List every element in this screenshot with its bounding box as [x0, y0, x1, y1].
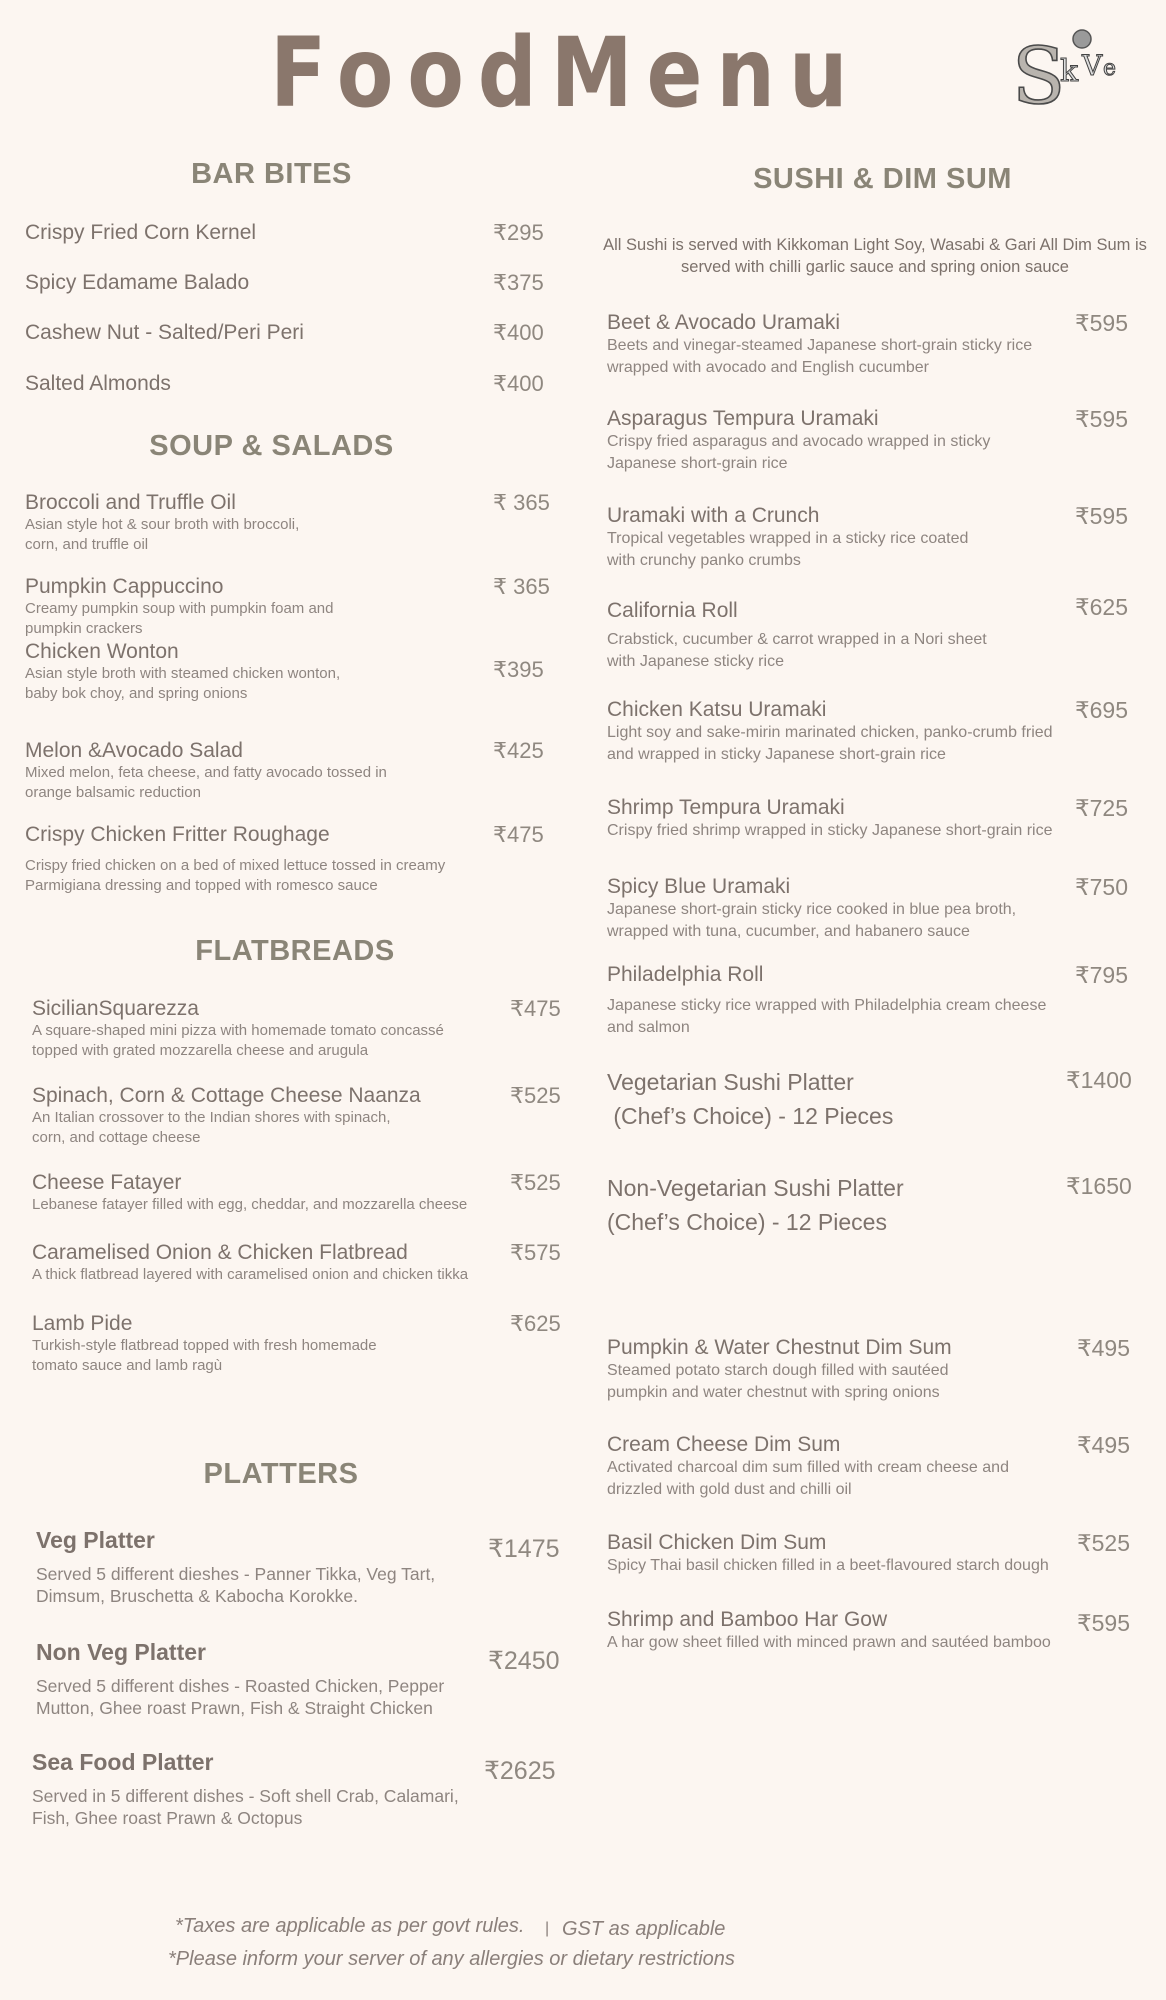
svg-text:S: S	[1012, 32, 1066, 115]
item-description: Crispy fried shrimp wrapped in sticky Japanese short-grain rice	[607, 822, 1053, 839]
item-name-line2: (Chef’s Choice) - 12 Pieces	[607, 1209, 887, 1235]
menu-item	[607, 310, 1137, 379]
item-description: Light soy and sake-mirin marinated chicken, panko-crumb fried and wrapped in sticky Japanese short-grain rice	[607, 724, 1053, 763]
item-description: Served 5 different dishes - Roasted Chicken, Pepper Mutton, Ghee roast Prawn, Fish & Straight Chicken	[36, 1676, 445, 1718]
item-description: A square-shaped mini pizza with homemade tomato concassé topped with grated mozzarella cheese and arugula	[32, 1022, 444, 1059]
item-price: ₹625	[510, 1311, 561, 1336]
svg-text:V: V	[1082, 49, 1103, 82]
item-name: Pumpkin Cappuccino	[25, 575, 224, 598]
section-heading-platters: PLATTERS	[203, 1458, 359, 1490]
item-description: Tropical vegetables wrapped in a sticky rice coated with crunchy panko crumbs	[607, 530, 969, 569]
item-name: Vegetarian Sushi Platter	[607, 1069, 854, 1095]
menu-item	[607, 1065, 1152, 1133]
item-price: ₹725	[1075, 795, 1129, 821]
item-name: Cashew Nut - Salted/Peri Peri	[25, 321, 304, 344]
item-price: ₹2625	[484, 1757, 556, 1785]
item-name: Basil Chicken Dim Sum	[607, 1531, 827, 1554]
item-description: Creamy pumpkin soup with pumpkin foam and pumpkin crackers	[25, 600, 334, 637]
menu-item	[36, 1640, 566, 1719]
item-price: ₹595	[1075, 503, 1129, 529]
item-price: ₹695	[1075, 697, 1129, 723]
item-price: ₹ 365	[493, 490, 550, 515]
item-price: ₹375	[493, 270, 544, 295]
menu-item	[607, 503, 1137, 572]
menu-item	[36, 1528, 566, 1607]
item-description: An Italian crossover to the Indian shores with spinach, corn, and cottage cheese	[32, 1109, 391, 1146]
section-heading-sushi-dimsum: SUSHI & DIM SUM	[753, 163, 1012, 195]
item-description: Steamed potato starch dough filled with sautéed pumpkin and water chestnut with spring onions	[607, 1362, 949, 1401]
item-description: Crabstick, cucumber & carrot wrapped in a Nori sheet with Japanese sticky rice	[607, 631, 987, 670]
item-price: ₹2450	[488, 1647, 560, 1675]
section-heading-bar-bites: BAR BITES	[191, 158, 352, 190]
item-name: Cheese Fatayer	[32, 1171, 182, 1194]
item-name: Spicy Edamame Balado	[25, 271, 250, 294]
item-name: Broccoli and Truffle Oil	[25, 491, 236, 514]
item-name: Chicken Katsu Uramaki	[607, 698, 827, 721]
menu-item	[32, 1240, 562, 1285]
item-price: ₹495	[1077, 1335, 1131, 1361]
menu-item	[607, 406, 1137, 475]
item-name: Non-Vegetarian Sushi Platter	[607, 1175, 904, 1201]
item-name: Non Veg Platter	[36, 1639, 206, 1665]
footer-allergy-note: *Please inform your server of any allergies or dietary restrictions	[168, 1948, 735, 1970]
item-description: Turkish-style flatbread topped with fresh homemade tomato sauce and lamb ragù	[32, 1337, 377, 1374]
item-description: Served in 5 different dishes - Soft shell Crab, Calamari, Fish, Ghee roast Prawn & Octopus	[32, 1786, 459, 1828]
item-name: Shrimp Tempura Uramaki	[607, 796, 845, 819]
item-description: Mixed melon, feta cheese, and fatty avocado tossed in orange balsamic reduction	[25, 764, 387, 801]
item-name-line2: (Chef’s Choice) - 12 Pieces	[607, 1103, 894, 1129]
item-name: Caramelised Onion & Chicken Flatbread	[32, 1241, 408, 1264]
menu-item	[607, 795, 1137, 842]
item-description: Spicy Thai basil chicken filled in a beet-flavoured starch dough	[607, 1557, 1049, 1574]
item-name: Crispy Chicken Fritter Roughage	[25, 823, 330, 846]
item-price: ₹525	[510, 1083, 561, 1108]
skye-logo	[1010, 25, 1130, 115]
menu-item	[32, 1311, 562, 1376]
menu-item	[607, 1335, 1137, 1404]
item-price: ₹495	[1077, 1432, 1131, 1458]
item-price: ₹1475	[488, 1535, 560, 1563]
item-price: ₹595	[1075, 310, 1129, 336]
item-name: Salted Almonds	[25, 372, 171, 395]
item-description: Japanese short-grain sticky rice cooked in blue pea broth, wrapped with tuna, cucumber, and habanero sauce	[607, 901, 1017, 940]
item-name: Crispy Fried Corn Kernel	[25, 221, 257, 244]
item-name: California Roll	[607, 599, 738, 622]
footer-separator: |	[545, 1920, 550, 1937]
item-name: Beet & Avocado Uramaki	[607, 311, 841, 334]
item-name: Cream Cheese Dim Sum	[607, 1433, 841, 1456]
item-description: Beets and vinegar-steamed Japanese short-grain sticky rice wrapped with avocado and English cucumber	[607, 337, 1033, 376]
item-name: Chicken Wonton	[25, 640, 179, 663]
item-price: ₹525	[510, 1170, 561, 1195]
item-price: ₹295	[493, 220, 544, 245]
sushi-dimsum-note: All Sushi is served with Kikkoman Light Soy, Wasabi & Gari All Dim Sum is served with chilli garlic sauce and spring onion sauce	[603, 236, 1147, 276]
item-description: Lebanese fatayer filled with egg, cheddar, and mozzarella cheese	[32, 1196, 468, 1213]
item-price: ₹575	[510, 1240, 561, 1265]
item-price: ₹525	[1077, 1530, 1131, 1556]
item-name: Spinach, Corn & Cottage Cheese Naanza	[32, 1084, 421, 1107]
menu-item	[607, 1432, 1137, 1501]
item-description: A har gow sheet filled with minced prawn and sautéed bamboo	[607, 1634, 1051, 1651]
item-price: ₹1650	[1066, 1173, 1132, 1199]
item-price: ₹1400	[1066, 1067, 1132, 1093]
item-price: ₹595	[1075, 406, 1129, 432]
item-name: Shrimp and Bamboo Har Gow	[607, 1608, 888, 1631]
section-heading-flatbreads: FLATBREADS	[195, 935, 395, 967]
item-price: ₹595	[1077, 1610, 1131, 1636]
menu-item	[25, 220, 545, 245]
menu-item	[607, 1607, 1137, 1654]
item-price: ₹400	[493, 320, 544, 345]
menu-item	[607, 1530, 1137, 1577]
item-price: ₹425	[493, 738, 544, 763]
item-description: Japanese sticky rice wrapped with Philadelphia cream cheese and salmon	[607, 997, 1047, 1036]
menu-item	[32, 1750, 562, 1829]
item-description: Crispy fried chicken on a bed of mixed lettuce tossed in creamy Parmigiana dressing and topped with romesco sauce	[25, 857, 446, 894]
item-name: Veg Platter	[36, 1527, 155, 1553]
footer-gst-note: GST as applicable	[562, 1918, 726, 1940]
item-price: ₹625	[1075, 594, 1129, 620]
menu-item	[25, 320, 545, 345]
item-price: ₹475	[493, 822, 544, 847]
item-name: Pumpkin & Water Chestnut Dim Sum	[607, 1336, 952, 1359]
menu-item	[25, 639, 545, 704]
menu-item	[25, 822, 545, 896]
item-price: ₹395	[493, 657, 544, 682]
item-price: ₹750	[1075, 874, 1129, 900]
item-name: Lamb Pide	[32, 1312, 133, 1335]
page-title: FoodMenu	[270, 17, 862, 129]
menu-item	[607, 962, 1137, 1039]
menu-item	[607, 697, 1137, 766]
item-name: Uramaki with a Crunch	[607, 504, 820, 527]
menu-item	[25, 738, 545, 803]
item-description: Asian style hot & sour broth with broccoli, corn, and truffle oil	[25, 516, 300, 553]
item-description: Asian style broth with steamed chicken wonton, baby bok choy, and spring onions	[25, 665, 341, 702]
item-description: Activated charcoal dim sum filled with cream cheese and drizzled with gold dust and chilli oil	[607, 1459, 1009, 1498]
item-price: ₹795	[1075, 962, 1129, 988]
menu-item	[25, 574, 550, 639]
item-name: Sea Food Platter	[32, 1749, 214, 1775]
menu-item	[607, 1171, 1152, 1239]
item-price: ₹475	[510, 996, 561, 1021]
menu-item	[32, 996, 562, 1061]
section-heading-soup-salads: SOUP & SALADS	[149, 430, 394, 462]
item-description: A thick flatbread layered with caramelised onion and chicken tikka	[32, 1266, 469, 1283]
menu-item	[25, 270, 545, 295]
footer-taxes-note: *Taxes are applicable as per govt rules.	[175, 1915, 525, 1937]
menu-item	[32, 1170, 562, 1215]
menu-item	[607, 594, 1137, 673]
item-name: Asparagus Tempura Uramaki	[607, 407, 879, 430]
svg-text:k: k	[1060, 54, 1079, 89]
svg-text:e: e	[1103, 56, 1117, 81]
item-name: Melon &Avocado Salad	[25, 739, 243, 762]
item-description: Served 5 different dieshes - Panner Tikka, Veg Tart, Dimsum, Bruschetta & Kabocha Korokke.	[36, 1564, 436, 1606]
item-price: ₹ 365	[493, 574, 550, 599]
menu-item	[607, 874, 1137, 943]
item-name: Philadelphia Roll	[607, 963, 764, 986]
item-name: Spicy Blue Uramaki	[607, 875, 791, 898]
menu-item	[32, 1083, 562, 1148]
menu-item	[25, 371, 545, 396]
item-name: SicilianSquarezza	[32, 997, 199, 1020]
item-description: Crispy fried asparagus and avocado wrapped in sticky Japanese short-grain rice	[607, 433, 991, 472]
item-price: ₹400	[493, 371, 544, 396]
menu-item	[25, 490, 550, 555]
